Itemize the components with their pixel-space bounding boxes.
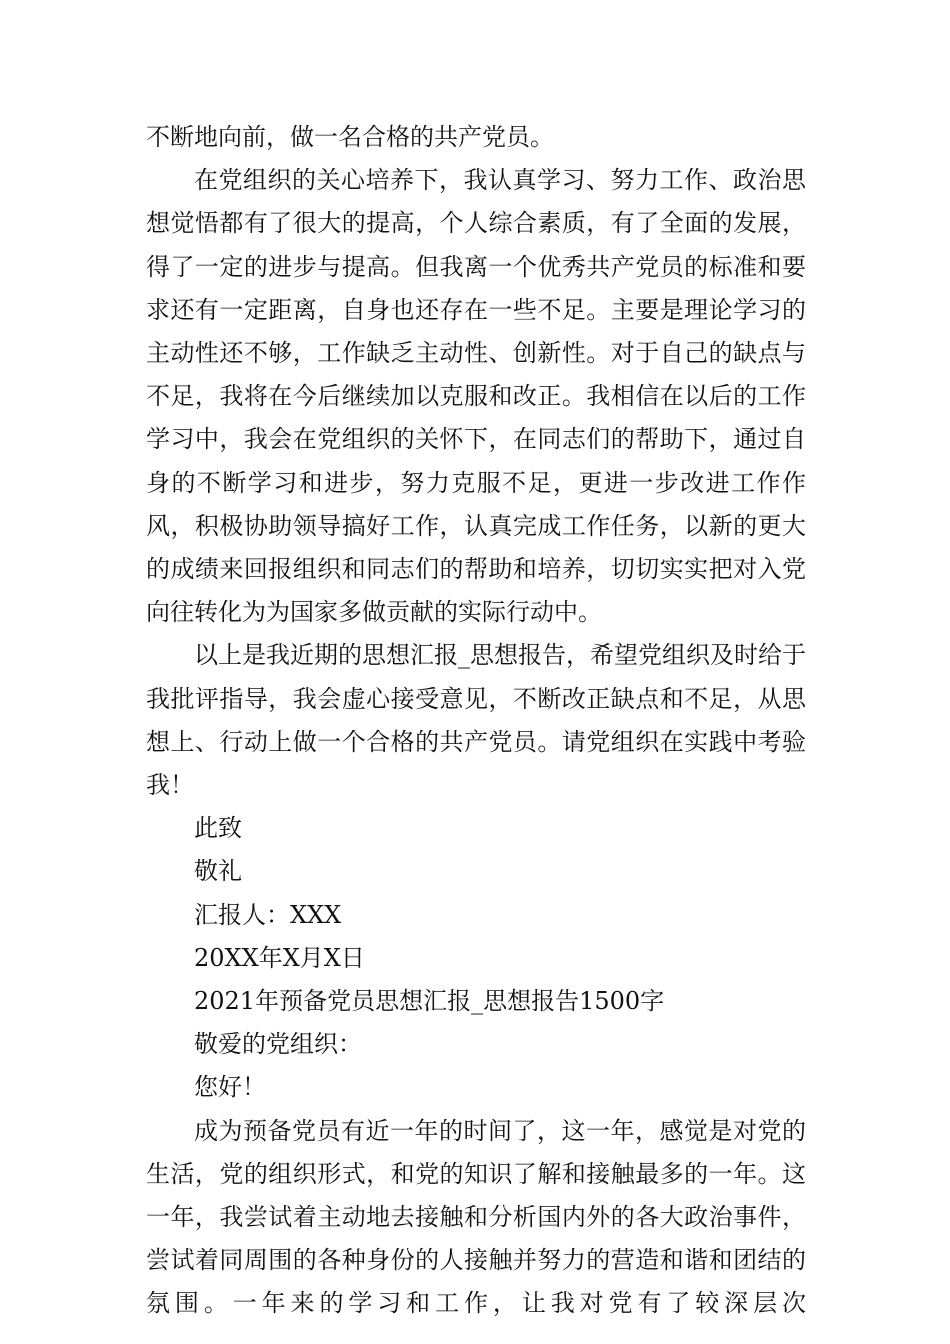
second-report-title: 2021年预备党员思想汇报_思想报告1500字 (194, 987, 665, 1016)
paragraph-closing-request: 以上是我近期的思想汇报_思想报告，希望党组织及时给于我批评指导，我会虚心接受意见，不断改正缺点和不足，从思想上、行动上做一个合格的共产党员。请党组织在实践中考验我！ (146, 641, 806, 800)
paragraph-continuation: 不断地向前，做一名合格的共产党员。 (146, 123, 554, 151)
reporter-name: 汇报人：XXX (194, 900, 342, 929)
greeting-hello: 您好！ (194, 1073, 266, 1102)
salutation-cizhi: 此致 (194, 814, 242, 843)
report-date: 20XX年X月X日 (194, 943, 365, 972)
paragraph-year-review: 成为预备党员有近一年的时间了，这一年，感觉是对党的生活，党的组织形式，和党的知识了解和接触最多的一年。这一年，我尝试着主动地去接触和分析国内外的各大政治事件，尝试着同周围的各种身份的人接触并努力的营造和谐和团结的氛围。一年来的学习和工作，让我对党有了较深层次 (146, 1116, 806, 1318)
greeting-addressee: 敬爱的党组织： (194, 1030, 362, 1059)
salutation-jingli: 敬礼 (194, 857, 242, 886)
paragraph-self-assessment: 在党组织的关心培养下，我认真学习、努力工作、政治思想觉悟都有了很大的提高，个人综合素质，有了全面的发展，得了一定的进步与提高。但我离一个优秀共产党员的标准和要求还有一定距离，自身也还存在一些不足。主要是理论学习的主动性还不够，工作缺乏主动性、创新性。对于自己的缺点与不足，我将在今后继续加以克服和改正。我相信在以后的工作学习中，我会在党组织的关怀下，在同志们的帮助下，通过自身的不断学习和进步，努力克服不足，更进一步改进工作作风，积极协助领导搞好工作，认真完成工作任务，以新的更大的成绩来回报组织和同志们的帮助和培养，切切实实把对入党向往转化为为国家多做贡献的实际行动中。 (146, 166, 806, 627)
document-page (146, 116, 806, 1326)
